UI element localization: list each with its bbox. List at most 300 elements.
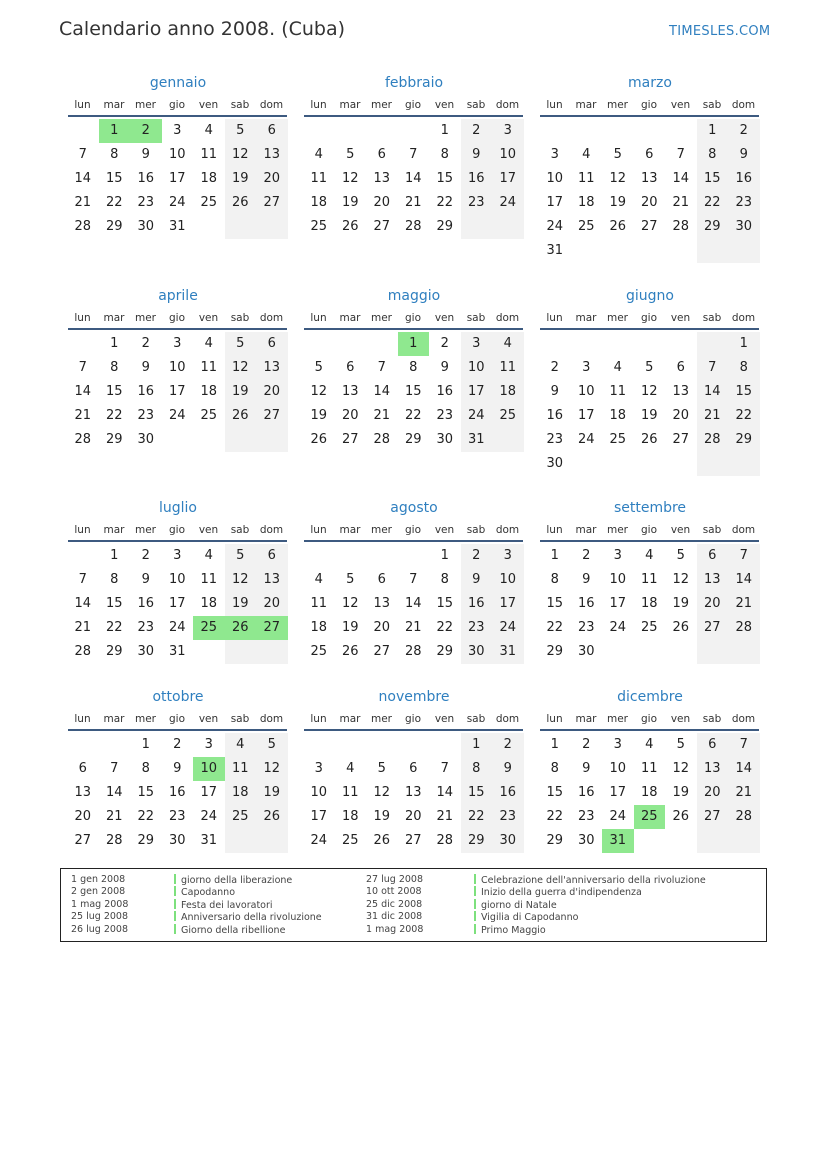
empty-weekend-cell: [225, 829, 257, 853]
weekday-label: mer: [606, 713, 628, 725]
weekday-label: gio: [168, 312, 185, 324]
day-cell: 22: [105, 620, 123, 635]
weekday-label: sab: [702, 99, 722, 111]
day-cell: 2: [141, 548, 150, 563]
day-cell: 6: [676, 360, 685, 375]
day-cell: 10: [310, 785, 328, 800]
day-cell: 18: [577, 195, 595, 210]
weekday-label: mar: [575, 524, 597, 536]
day-cell: 17: [492, 167, 524, 191]
day-cell: 23: [492, 805, 524, 829]
day-cell: 7: [697, 356, 729, 380]
day-cell: 21: [697, 404, 729, 428]
day-cell: 17: [461, 380, 493, 404]
day-cell: 2: [141, 336, 150, 351]
day-cell: 1: [550, 548, 559, 563]
weekday-label: dom: [495, 713, 520, 725]
day-cell: 8: [550, 761, 559, 776]
holiday-marker: [174, 899, 176, 909]
day-cell: 15: [728, 380, 760, 404]
weekday-label: sab: [702, 713, 722, 725]
day-cell: 11: [225, 757, 257, 781]
day-cell: 29: [697, 215, 729, 239]
empty-weekend-cell: [225, 428, 257, 452]
day-cell: 2: [550, 360, 559, 375]
holiday-marker: [474, 911, 476, 921]
holiday-legend: [60, 868, 767, 942]
empty-weekend-cell: [225, 215, 257, 239]
day-cell: 13: [74, 785, 92, 800]
weekday-label: lun: [546, 524, 563, 536]
header-divider: [540, 328, 759, 330]
day-cell: 12: [310, 384, 328, 399]
day-cell: 8: [409, 360, 418, 375]
day-cell: 8: [110, 147, 119, 162]
day-cell: 8: [141, 761, 150, 776]
day-cell: 9: [582, 761, 591, 776]
day-cell: 21: [105, 809, 123, 824]
month-name: ottobre: [152, 689, 204, 705]
day-cell: 23: [137, 195, 155, 210]
weekday-label: ven: [198, 99, 219, 111]
day-cell: 11: [609, 384, 627, 399]
empty-weekend-cell: [697, 452, 729, 476]
weekday-label: dom: [259, 713, 284, 725]
weekday-label: lun: [546, 312, 563, 324]
day-cell: 11: [341, 785, 359, 800]
day-cell: 27: [256, 191, 288, 215]
day-cell: 15: [436, 596, 454, 611]
weekday-label: sab: [230, 524, 250, 536]
day-cell: 24: [492, 191, 524, 215]
day-cell: 24: [609, 620, 627, 635]
day-cell: 10: [492, 143, 524, 167]
month-name: agosto: [390, 500, 438, 516]
day-cell: 27: [373, 219, 391, 234]
day-cell: 23: [577, 809, 595, 824]
weekday-label: lun: [74, 524, 91, 536]
day-cell: 3: [204, 737, 213, 752]
day-cell: 12: [256, 757, 288, 781]
day-cell: 13: [404, 785, 422, 800]
day-cell: 25: [310, 219, 328, 234]
legend-name: giorno di Natale: [481, 899, 557, 911]
weekday-label: dom: [495, 99, 520, 111]
day-cell: 22: [404, 408, 422, 423]
day-cell: 5: [676, 737, 685, 752]
weekday-label: ven: [670, 312, 691, 324]
day-cell: 24: [168, 620, 186, 635]
day-cell: 10: [168, 147, 186, 162]
day-cell: 18: [640, 785, 658, 800]
day-cell: 17: [310, 809, 328, 824]
holiday-day-cell: 27: [256, 616, 288, 640]
legend-date: 25 lug 2008: [71, 911, 128, 923]
day-cell: 5: [314, 360, 323, 375]
weekday-label: mer: [606, 312, 628, 324]
empty-weekend-cell: [256, 829, 288, 853]
day-cell: 1: [697, 119, 729, 143]
day-cell: 19: [225, 380, 257, 404]
empty-weekend-cell: [256, 640, 288, 664]
empty-weekend-cell: [697, 829, 729, 853]
day-cell: 14: [373, 384, 391, 399]
day-cell: 22: [697, 191, 729, 215]
day-cell: 19: [225, 592, 257, 616]
day-cell: 17: [609, 785, 627, 800]
day-cell: 24: [168, 408, 186, 423]
weekday-label: gio: [168, 99, 185, 111]
day-cell: 23: [577, 620, 595, 635]
day-cell: 19: [373, 809, 391, 824]
header-divider: [68, 540, 287, 542]
day-cell: 4: [204, 123, 213, 138]
day-cell: 20: [373, 195, 391, 210]
day-cell: 20: [74, 809, 92, 824]
day-cell: 29: [105, 432, 123, 447]
day-cell: 18: [310, 620, 328, 635]
empty-weekend-cell: [697, 640, 729, 664]
day-cell: 11: [492, 356, 524, 380]
day-cell: 31: [546, 243, 564, 258]
day-cell: 14: [728, 757, 760, 781]
day-cell: 21: [74, 195, 92, 210]
day-cell: 18: [310, 195, 328, 210]
day-cell: 15: [546, 596, 564, 611]
day-cell: 19: [609, 195, 627, 210]
legend-dates-col1: [71, 874, 128, 936]
day-cell: 11: [640, 572, 658, 587]
day-cell: 7: [377, 360, 386, 375]
empty-weekend-cell: [728, 640, 760, 664]
day-cell: 5: [676, 548, 685, 563]
day-cell: 21: [672, 195, 690, 210]
day-cell: 20: [697, 592, 729, 616]
weekday-label: mar: [339, 713, 361, 725]
weekday-label: lun: [310, 713, 327, 725]
weekday-label: mar: [103, 312, 125, 324]
day-cell: 26: [672, 809, 690, 824]
day-cell: 4: [645, 737, 654, 752]
day-cell: 29: [105, 644, 123, 659]
day-cell: 1: [461, 733, 493, 757]
day-cell: 9: [461, 143, 493, 167]
day-cell: 1: [440, 548, 449, 563]
day-cell: 27: [74, 833, 92, 848]
empty-weekend-cell: [256, 428, 288, 452]
day-cell: 20: [373, 620, 391, 635]
day-cell: 11: [310, 171, 328, 186]
weekday-label: mer: [606, 99, 628, 111]
day-cell: 15: [697, 167, 729, 191]
day-cell: 27: [640, 219, 658, 234]
day-cell: 7: [440, 761, 449, 776]
weekday-label: dom: [731, 713, 756, 725]
header-divider: [540, 540, 759, 542]
weekday-label: ven: [198, 713, 219, 725]
day-cell: 3: [492, 544, 524, 568]
day-cell: 2: [582, 548, 591, 563]
day-cell: 16: [728, 167, 760, 191]
day-cell: 23: [728, 191, 760, 215]
day-cell: 27: [404, 833, 422, 848]
day-cell: 30: [728, 215, 760, 239]
weekday-label: ven: [434, 713, 455, 725]
day-cell: 4: [645, 548, 654, 563]
day-cell: 9: [728, 143, 760, 167]
day-cell: 12: [341, 171, 359, 186]
weekday-label: gio: [640, 99, 657, 111]
day-cell: 18: [200, 171, 218, 186]
day-cell: 23: [168, 809, 186, 824]
holiday-marker: [174, 886, 176, 896]
day-cell: 19: [672, 785, 690, 800]
day-cell: 7: [110, 761, 119, 776]
holiday-marker: [174, 924, 176, 934]
weekday-label: gio: [640, 312, 657, 324]
day-cell: 22: [137, 809, 155, 824]
day-cell: 26: [225, 191, 257, 215]
day-cell: 6: [645, 147, 654, 162]
day-cell: 4: [204, 336, 213, 351]
day-cell: 29: [404, 432, 422, 447]
day-cell: 13: [256, 568, 288, 592]
holiday-day-cell: 1: [99, 119, 131, 143]
weekday-label: dom: [259, 312, 284, 324]
day-cell: 24: [492, 616, 524, 640]
brand-link[interactable]: TIMESLES.COM: [669, 24, 771, 39]
day-cell: 26: [225, 404, 257, 428]
day-cell: 14: [105, 785, 123, 800]
day-cell: 1: [440, 123, 449, 138]
header-divider: [68, 328, 287, 330]
day-cell: 9: [550, 384, 559, 399]
day-cell: 19: [672, 596, 690, 611]
weekday-label: mer: [134, 713, 156, 725]
day-cell: 22: [461, 805, 493, 829]
day-cell: 8: [110, 572, 119, 587]
day-cell: 22: [105, 195, 123, 210]
day-cell: 7: [409, 572, 418, 587]
day-cell: 30: [168, 833, 186, 848]
weekday-label: mar: [339, 99, 361, 111]
day-cell: 6: [78, 761, 87, 776]
day-cell: 14: [404, 596, 422, 611]
month-name: settembre: [613, 500, 687, 516]
day-cell: 3: [173, 123, 182, 138]
weekday-label: mer: [370, 713, 392, 725]
day-cell: 20: [256, 592, 288, 616]
holiday-marker: [474, 924, 476, 934]
day-cell: 30: [546, 456, 564, 471]
weekday-label: sab: [466, 99, 486, 111]
day-cell: 27: [672, 432, 690, 447]
header-divider: [68, 115, 287, 117]
day-cell: 1: [110, 548, 119, 563]
day-cell: 22: [436, 620, 454, 635]
day-cell: 31: [492, 640, 524, 664]
day-cell: 14: [404, 171, 422, 186]
day-cell: 13: [697, 568, 729, 592]
weekday-label: dom: [259, 99, 284, 111]
weekday-label: sab: [466, 524, 486, 536]
month-name: gennaio: [149, 75, 207, 91]
day-cell: 26: [373, 833, 391, 848]
day-cell: 20: [640, 195, 658, 210]
weekday-label: ven: [198, 524, 219, 536]
day-cell: 26: [256, 805, 288, 829]
weekday-label: lun: [74, 99, 91, 111]
day-cell: 21: [404, 620, 422, 635]
day-cell: 9: [141, 147, 150, 162]
day-cell: 28: [74, 644, 92, 659]
day-cell: 1: [728, 332, 760, 356]
day-cell: 9: [141, 360, 150, 375]
header-divider: [304, 540, 523, 542]
day-cell: 12: [672, 572, 690, 587]
day-cell: 3: [550, 147, 559, 162]
holiday-marker: [474, 874, 476, 884]
day-cell: 16: [577, 785, 595, 800]
weekday-label: lun: [310, 99, 327, 111]
day-cell: 12: [225, 143, 257, 167]
day-cell: 4: [582, 147, 591, 162]
day-cell: 15: [404, 384, 422, 399]
day-cell: 10: [609, 572, 627, 587]
day-cell: 28: [105, 833, 123, 848]
day-cell: 2: [173, 737, 182, 752]
weekday-label: lun: [74, 713, 91, 725]
weekday-label: lun: [310, 524, 327, 536]
day-cell: 25: [225, 805, 257, 829]
day-cell: 23: [137, 408, 155, 423]
day-cell: 19: [310, 408, 328, 423]
day-cell: 17: [168, 171, 186, 186]
day-cell: 12: [225, 568, 257, 592]
day-cell: 2: [728, 119, 760, 143]
month-name: dicembre: [617, 689, 683, 705]
day-cell: 6: [256, 544, 288, 568]
weekday-label: dom: [495, 312, 520, 324]
day-cell: 4: [613, 360, 622, 375]
page-title: Calendario anno 2008. (Cuba): [59, 18, 346, 40]
day-cell: 25: [492, 404, 524, 428]
day-cell: 20: [256, 380, 288, 404]
day-cell: 9: [440, 360, 449, 375]
day-cell: 23: [546, 432, 564, 447]
day-cell: 26: [672, 620, 690, 635]
day-cell: 6: [256, 332, 288, 356]
empty-weekend-cell: [728, 452, 760, 476]
weekday-label: sab: [230, 312, 250, 324]
day-cell: 17: [200, 785, 218, 800]
day-cell: 25: [310, 644, 328, 659]
weekday-label: ven: [670, 713, 691, 725]
holiday-day-cell: 10: [193, 757, 225, 781]
day-cell: 26: [310, 432, 328, 447]
day-cell: 5: [377, 761, 386, 776]
legend-name: Primo Maggio: [481, 924, 546, 936]
day-cell: 8: [550, 572, 559, 587]
day-cell: 24: [461, 404, 493, 428]
day-cell: 2: [461, 119, 493, 143]
weekday-label: dom: [731, 524, 756, 536]
legend-name: Vigilia di Capodanno: [481, 912, 579, 924]
day-cell: 12: [672, 761, 690, 776]
day-cell: 3: [173, 336, 182, 351]
day-cell: 20: [404, 809, 422, 824]
day-cell: 21: [404, 195, 422, 210]
day-cell: 14: [74, 384, 92, 399]
day-cell: 9: [461, 568, 493, 592]
day-cell: 8: [461, 757, 493, 781]
weekday-label: lun: [546, 99, 563, 111]
day-cell: 19: [341, 195, 359, 210]
weekday-label: dom: [731, 312, 756, 324]
day-cell: 7: [728, 733, 760, 757]
holiday-marker: [174, 911, 176, 921]
day-cell: 20: [341, 408, 359, 423]
empty-weekend-cell: [697, 239, 729, 263]
day-cell: 29: [137, 833, 155, 848]
weekday-label: mar: [103, 713, 125, 725]
empty-weekend-cell: [225, 640, 257, 664]
day-cell: 24: [168, 195, 186, 210]
day-cell: 10: [492, 568, 524, 592]
day-cell: 23: [436, 408, 454, 423]
legend-name: giorno della liberazione: [181, 875, 293, 886]
empty-weekend-cell: [492, 428, 524, 452]
day-cell: 28: [404, 644, 422, 659]
day-cell: 29: [546, 833, 564, 848]
day-cell: 15: [105, 171, 123, 186]
day-cell: 7: [78, 147, 87, 162]
day-cell: 27: [341, 432, 359, 447]
day-cell: 3: [613, 737, 622, 752]
day-cell: 10: [546, 171, 564, 186]
day-cell: 19: [225, 167, 257, 191]
month-name: novembre: [378, 689, 450, 705]
legend-date: 25 dic 2008: [366, 898, 423, 910]
day-cell: 16: [461, 167, 493, 191]
holiday-day-cell: 1: [398, 332, 430, 356]
day-cell: 13: [672, 384, 690, 399]
day-cell: 9: [141, 572, 150, 587]
weekday-label: mer: [134, 312, 156, 324]
day-cell: 30: [577, 833, 595, 848]
holiday-marker: [474, 899, 476, 909]
day-cell: 18: [609, 408, 627, 423]
day-cell: 15: [105, 596, 123, 611]
weekday-label: mar: [575, 713, 597, 725]
legend-date: 31 dic 2008: [366, 911, 423, 923]
day-cell: 16: [461, 592, 493, 616]
day-cell: 30: [137, 432, 155, 447]
holiday-day-cell: 25: [193, 616, 225, 640]
day-cell: 30: [137, 219, 155, 234]
day-cell: 24: [546, 219, 564, 234]
day-cell: 11: [310, 596, 328, 611]
holiday-marker: [174, 874, 176, 884]
day-cell: 5: [256, 733, 288, 757]
day-cell: 10: [609, 761, 627, 776]
weekday-label: sab: [702, 524, 722, 536]
day-cell: 15: [137, 785, 155, 800]
day-cell: 6: [697, 544, 729, 568]
day-cell: 3: [492, 119, 524, 143]
day-cell: 31: [200, 833, 218, 848]
weekday-label: lun: [310, 312, 327, 324]
